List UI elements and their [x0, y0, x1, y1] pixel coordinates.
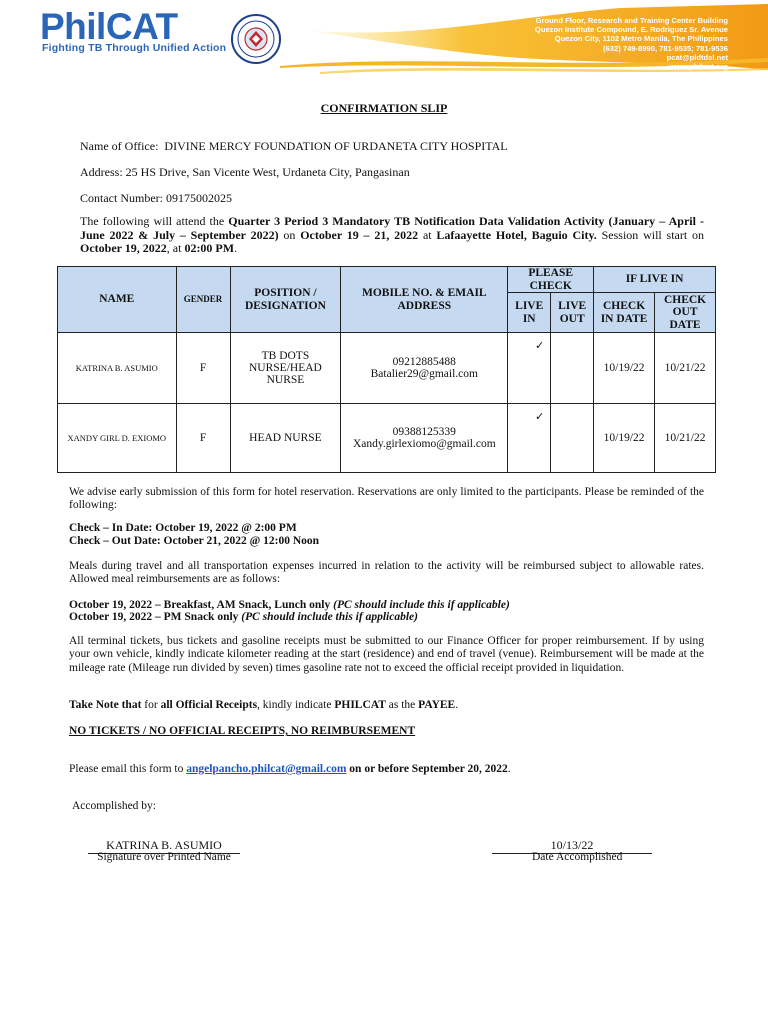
table-row	[58, 333, 716, 404]
attendee-gender: F	[176, 404, 230, 473]
attendee-mobile: 09388125339	[392, 426, 456, 438]
attendee-position: TB DOTS NURSE/HEAD NURSE	[230, 333, 341, 404]
submission-email-link[interactable]: angelpancho.philcat@gmail.com	[186, 763, 347, 775]
activity-dates: October 19 – 21, 2022	[300, 227, 419, 242]
intro-text: .	[234, 241, 238, 255]
meal-allowance-text: October 19, 2022 – PM Snack only	[69, 611, 239, 623]
live-out-check	[551, 404, 594, 473]
date-accomplished-caption: Date Accomplished	[532, 851, 623, 863]
attendee-email: Batalier29@gmail.com	[370, 368, 478, 380]
activity-venue: Lafaayette Hotel, Baguio City.	[436, 227, 597, 242]
terminal-receipts-paragraph: All terminal tickets, bus tickets and gasoline receipts must be submitted to our Finance Officer for proper reimbursement. If by using your own vehicle, kindly indicate kilometer reading at the start (residence) and end of travel (venue). Reimbursement will be made at the mileage rate (Mileage run divided by seven) times gasoline rate not to exceed the official receipt provided in liquidation.	[69, 635, 704, 674]
contact-value: 09175002025	[165, 191, 232, 205]
meals-paragraph: Meals during travel and all transportation expenses incurred in relation to the activity will be reimbursed subject to allowable rates. Allowed meal reimbursements are as follows:	[69, 560, 704, 586]
take-note-text: as the	[385, 699, 419, 711]
attendee-table	[57, 266, 716, 473]
address-value: 25 HS Drive, San Vicente West, Urdaneta City, Pangasinan	[125, 165, 410, 179]
address-line: (632) 749-8990, 781-9535; 781-9536	[603, 43, 728, 53]
live-in-check: ✓	[508, 333, 551, 404]
address-label: Address:	[80, 165, 123, 179]
meal-allowance-2	[69, 611, 704, 624]
intro-text: at	[418, 227, 437, 242]
intro-text: , at	[166, 241, 185, 255]
take-note-text: all Official Receipts	[160, 699, 258, 711]
office-address-block	[535, 16, 728, 71]
header-gender: GENDER	[176, 267, 230, 333]
email-instruction-text: Please email this form to	[69, 763, 187, 775]
live-in-check: ✓	[508, 404, 551, 473]
attendee-mobile: 09212885488	[392, 356, 456, 368]
meal-allowance-note: (PC should include this if applicable)	[241, 611, 418, 623]
live-out-check	[551, 333, 594, 404]
address-line: Quezon Institute Compound, E. Rodriguez Sr. Avenue	[534, 25, 728, 35]
header-position: POSITION / DESIGNATION	[230, 267, 341, 333]
attendee-contact	[341, 333, 508, 404]
philcat-logo	[40, 8, 178, 45]
intro-paragraph	[80, 215, 704, 256]
take-note-text: PAYEE	[418, 699, 456, 711]
take-note-text: for	[141, 699, 161, 711]
attendee-email: Xandy.girlexiomo@gmail.com	[352, 438, 496, 450]
address-line: www.philcat.org	[669, 62, 728, 72]
check-out-date: 10/21/22	[655, 404, 716, 473]
no-reimbursement-warning: NO TICKETS / NO OFFICIAL RECEIPTS, NO REIMBURSEMENT	[69, 725, 416, 737]
check-out-date: 10/21/22	[655, 333, 716, 404]
checkout-note: Check – Out Date: October 21, 2022 @ 12:00 Noon	[69, 535, 320, 547]
attendee-position: HEAD NURSE	[230, 404, 341, 473]
accomplished-by-label: Accomplished by:	[72, 800, 156, 812]
contact-label: Contact Number:	[80, 191, 163, 205]
signatory-name: KATRINA B. ASUMIO	[88, 838, 240, 854]
header-live-in: LIVE IN	[508, 293, 551, 333]
header-check-in-date: CHECK IN DATE	[594, 293, 655, 333]
office-value: DIVINE MERCY FOUNDATION OF URDANETA CITY HOSPITAL	[164, 139, 508, 153]
check-in-date: 10/19/22	[594, 333, 655, 404]
table-row	[58, 404, 716, 473]
check-in-date: 10/19/22	[594, 404, 655, 473]
activity-name: Quarter 3 Period 3 Mandatory TB Notification Data Validation Activity (January – April - June 2022 & July – September 2022)	[80, 214, 705, 242]
document-title: CONFIRMATION SLIP	[320, 101, 448, 115]
header-if-live-in: IF LIVE IN	[594, 267, 716, 293]
session-date: October 19, 2022	[80, 241, 167, 255]
office-line	[80, 139, 508, 154]
email-instruction	[69, 763, 704, 776]
office-label: Name of Office:	[80, 139, 159, 153]
header-live-out: LIVE OUT	[551, 293, 594, 333]
attendee-contact	[341, 404, 508, 473]
philcat-seal-icon	[231, 14, 281, 64]
take-note-text: Take Note that	[69, 699, 142, 711]
meal-allowance-note: (PC should include this if applicable)	[333, 599, 510, 611]
take-note-paragraph	[69, 699, 704, 712]
header-mobile-email: MOBILE NO. & EMAIL ADDRESS	[341, 267, 508, 333]
attendee-name: XANDY GIRL D. EXIOMO	[58, 404, 177, 473]
take-note-text: .	[455, 699, 459, 711]
session-time: 02:00 PM	[184, 241, 235, 255]
attendee-name: KATRINA B. ASUMIO	[58, 333, 177, 404]
address-line: pcat@pldtdsl.net	[666, 52, 728, 62]
intro-text: Session will start on	[596, 227, 705, 242]
logo-text-phil: Phil	[40, 6, 106, 47]
take-note-text: , kindly indicate	[257, 699, 335, 711]
address-line: Ground Floor, Research and Training Center Building	[535, 16, 728, 25]
attendee-gender: F	[176, 333, 230, 404]
address-line-info	[80, 165, 410, 180]
letterhead	[0, 0, 768, 76]
logo-tagline: Fighting TB Through Unified Action	[42, 42, 227, 54]
payee-name: PHILCAT	[334, 699, 386, 711]
advise-paragraph: We advise early submission of this form for hotel reservation. Reservations are only limited to the participants. Please be reminded of the following:	[69, 486, 704, 512]
address-line: Quezon City, 1102 Metro Manila, The Philippines	[554, 34, 728, 44]
meal-allowance-text: October 19, 2022 – Breakfast, AM Snack, Lunch only	[69, 599, 331, 611]
signatory-caption: Signature over Printed Name	[97, 851, 231, 863]
contact-line	[80, 191, 232, 206]
intro-text: The following will attend the	[80, 214, 229, 228]
header-name: NAME	[58, 267, 177, 333]
logo-text-cat: CAT	[105, 6, 178, 47]
header-please-check: PLEASE CHECK	[508, 267, 594, 293]
intro-text: on	[278, 227, 301, 242]
header-check-out-date: CHECK OUT DATE	[655, 293, 716, 333]
email-instruction-text: .	[507, 763, 511, 775]
checkin-note: Check – In Date: October 19, 2022 @ 2:00 PM	[69, 522, 297, 534]
date-accomplished: 10/13/22	[492, 838, 652, 854]
deadline-text: on or before September 20, 2022	[346, 763, 508, 775]
